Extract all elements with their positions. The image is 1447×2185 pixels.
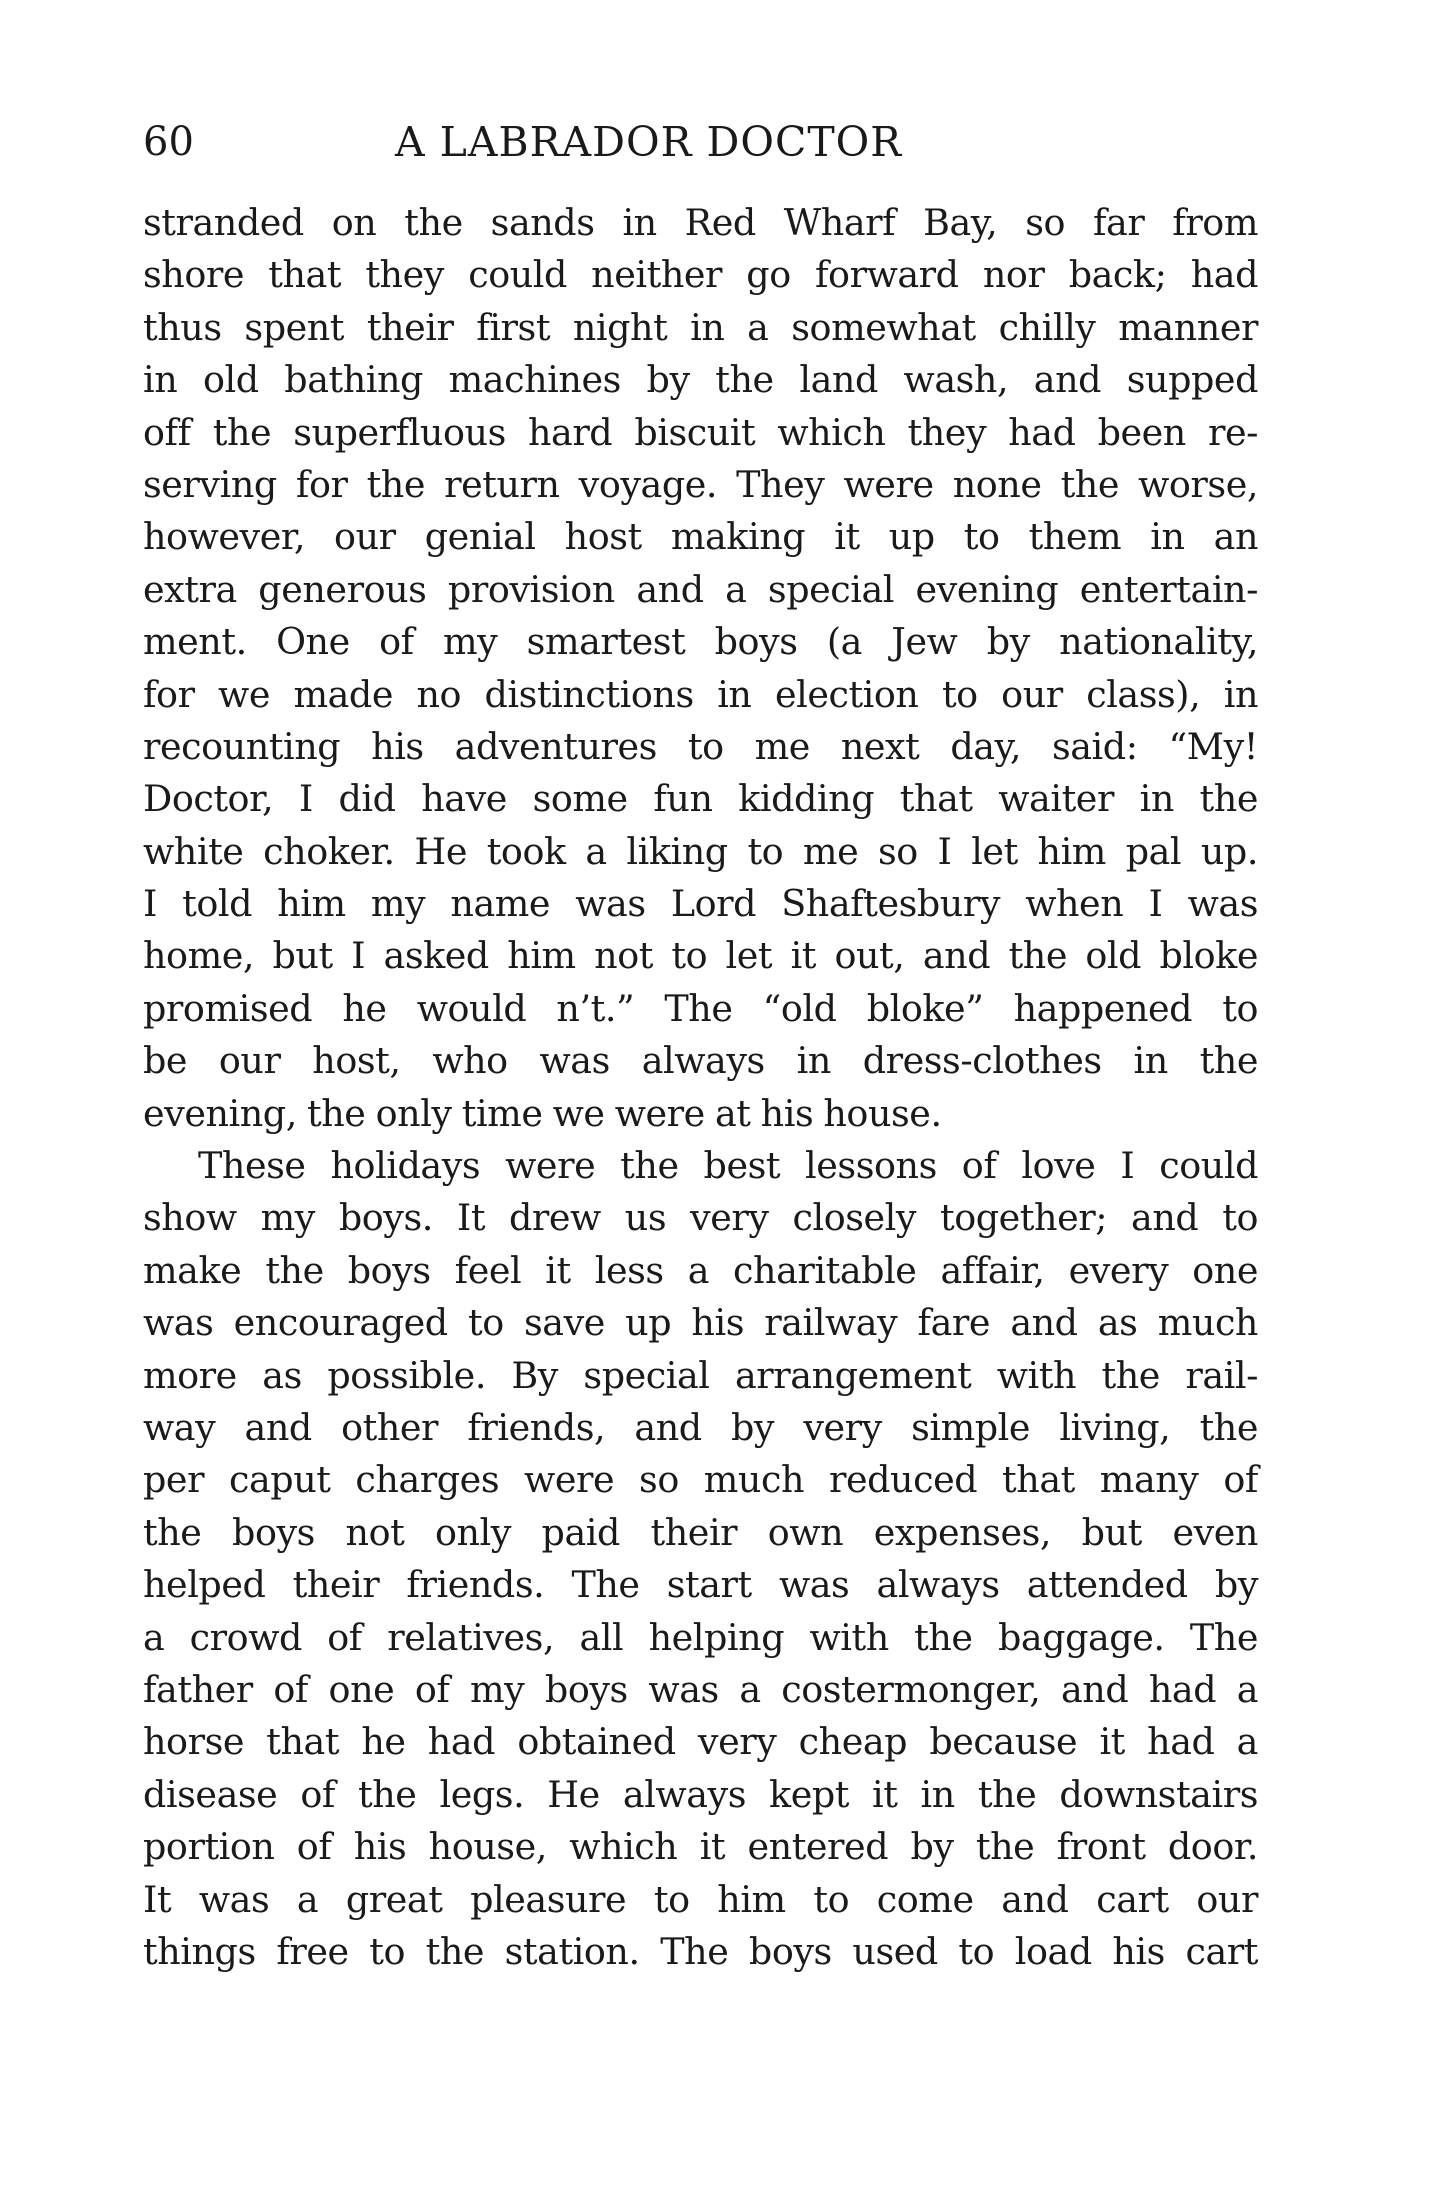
text-line: I told him my name was Lord Shaftesbury when I was	[143, 882, 1258, 926]
text-line: be our host, who was always in dress-clothes in the	[143, 1039, 1258, 1083]
text-line: recounting his adventures to me next day, said: “My!	[143, 724, 1258, 768]
text-line: off the superfluous hard biscuit which they had been re-	[143, 410, 1258, 454]
text-line: make the boys feel it less a charitable affair, every one	[143, 1248, 1258, 1292]
page-header	[143, 112, 1258, 172]
text-line: per caput charges were so much reduced that many of	[143, 1458, 1258, 1502]
text-line: things free to the station. The boys used to load his cart	[143, 1929, 1258, 1973]
text-line: helped their friends. The start was always attended by	[143, 1563, 1258, 1607]
paragraph-2	[143, 1140, 1258, 1978]
text-line: way and other friends, and by very simple living, the	[143, 1405, 1258, 1449]
text-line: serving for the return voyage. They were none the worse,	[143, 462, 1258, 506]
text-line: stranded on the sands in Red Wharf Bay, so far from	[143, 201, 1258, 244]
text-line: in old bathing machines by the land wash, and supped	[143, 358, 1258, 402]
text-line: home, but I asked him not to let it out, and the old bloke	[143, 934, 1258, 978]
text-line: father of one of my boys was a costermonger, and had a	[143, 1667, 1258, 1711]
text-line: promised he would n’t.” The “old bloke” happened to	[143, 986, 1258, 1030]
text-line: It was a great pleasure to him to come and cart our	[143, 1877, 1258, 1921]
text-line: extra generous provision and a special evening entertain-	[143, 567, 1258, 611]
text-line: evening, the only time we were at his house.	[143, 1091, 942, 1135]
body-text	[143, 197, 1258, 1978]
text-line: was encouraged to save up his railway fare and as much	[143, 1301, 1258, 1345]
text-line: shore that they could neither go forward nor back; had	[143, 253, 1258, 297]
text-line: thus spent their first night in a somewhat chilly manner	[143, 305, 1258, 349]
running-head: A LABRADOR DOCTOR	[395, 118, 903, 166]
text-line: the boys not only paid their own expenses, but even	[143, 1510, 1258, 1554]
text-line: portion of his house, which it entered by the front door.	[143, 1825, 1258, 1869]
text-line: horse that he had obtained very cheap because it had a	[143, 1720, 1258, 1764]
text-line: These holidays were the best lessons of love I could	[198, 1144, 1258, 1188]
text-line: a crowd of relatives, all helping with the baggage. The	[143, 1615, 1258, 1659]
text-line: white choker. He took a liking to me so I let him pal up.	[143, 829, 1258, 873]
text-line: Doctor, I did have some fun kidding that waiter in the	[143, 777, 1258, 821]
text-line: ment. One of my smartest boys (a Jew by nationality,	[143, 620, 1258, 664]
paragraph-1	[143, 197, 1258, 1140]
text-line: show my boys. It drew us very closely together; and to	[143, 1196, 1258, 1240]
text-line: disease of the legs. He always kept it in the downstairs	[143, 1772, 1258, 1816]
text-line: for we made no distinctions in election to our class), in	[143, 672, 1258, 716]
page-number: 60	[143, 119, 194, 165]
text-line: more as possible. By special arrangement with the rail-	[143, 1353, 1258, 1397]
text-line: however, our genial host making it up to them in an	[143, 515, 1258, 559]
